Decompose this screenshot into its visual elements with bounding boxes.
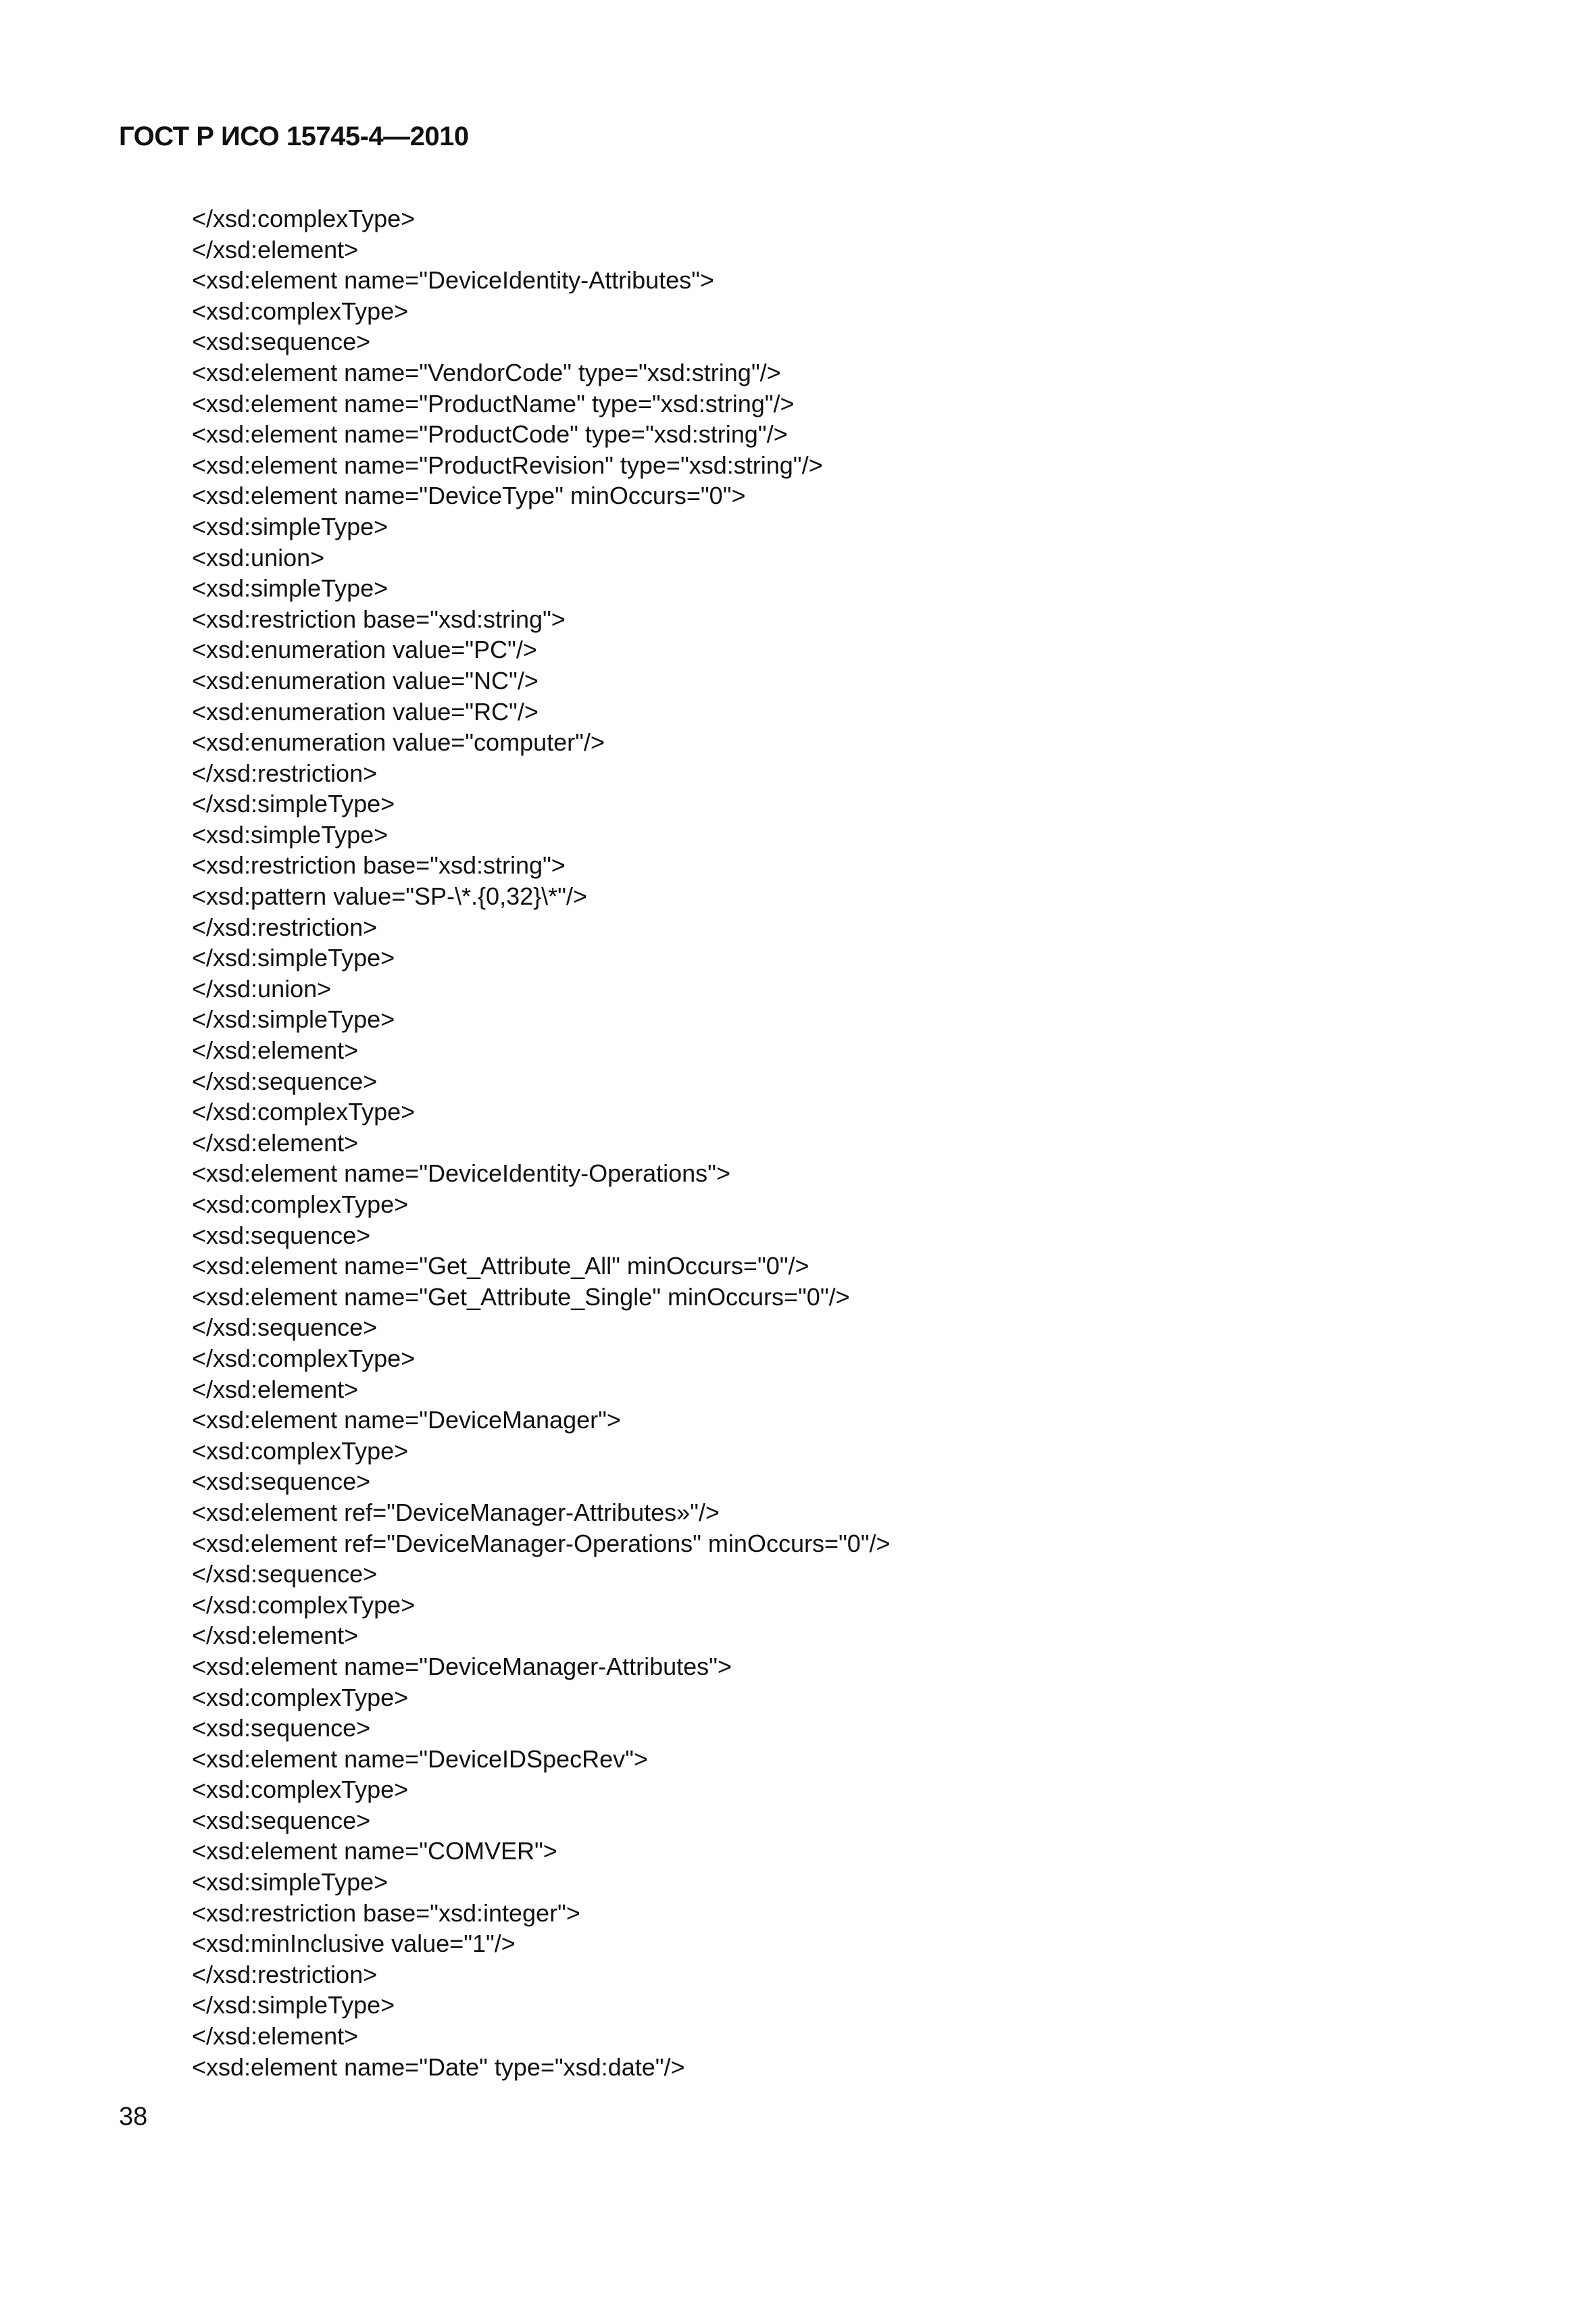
code-line: </xsd:sequence> xyxy=(192,1067,378,1095)
code-line: </xsd:complexType> xyxy=(192,1590,416,1619)
code-line: <xsd:sequence> xyxy=(192,328,371,356)
code-line: <xsd:enumeration value="computer"/> xyxy=(192,728,605,757)
code-line: <xsd:element name="DeviceManager"> xyxy=(192,1406,621,1434)
code-line: <xsd:element name="COMVER"> xyxy=(192,1837,557,1865)
code-line: </xsd:element> xyxy=(192,1621,359,1650)
code-line: </xsd:complexType> xyxy=(192,1098,416,1126)
code-line: <xsd:element name="DeviceIdentity-Operations"> xyxy=(192,1159,730,1188)
code-line: </xsd:element> xyxy=(192,2022,359,2051)
code-line: </xsd:element> xyxy=(192,1036,359,1065)
code-line: <xsd:element name="ProductName" type="xsd:string"/> xyxy=(192,389,795,418)
code-line: <xsd:simpleType> xyxy=(192,574,389,603)
page-header: ГОСТ Р ИСО 15745-4—2010 xyxy=(119,122,469,151)
code-line: </xsd:restriction> xyxy=(192,1960,378,1988)
code-line: <xsd:simpleType> xyxy=(192,512,389,540)
code-line: <xsd:element ref="DeviceManager-Attributes»"/> xyxy=(192,1498,720,1526)
code-line: <xsd:complexType> xyxy=(192,1683,409,1711)
code-line: <xsd:element name="ProductCode" type="xsd:string"/> xyxy=(192,420,788,449)
code-line: <xsd:enumeration value="PC"/> xyxy=(192,636,537,664)
code-line: <xsd:element name="Date" type="xsd:date"/> xyxy=(192,2053,685,2081)
code-line: <xsd:sequence> xyxy=(192,1714,371,1742)
code-line: </xsd:simpleType> xyxy=(192,790,395,818)
code-line: </xsd:simpleType> xyxy=(192,944,395,972)
code-line: </xsd:union> xyxy=(192,974,332,1003)
code-line: <xsd:restriction base="xsd:string"> xyxy=(192,605,566,633)
code-line: <xsd:union> xyxy=(192,543,325,572)
code-line: <xsd:element name="Get_Attribute_Single" minOccurs="0"/> xyxy=(192,1282,850,1311)
code-line: </xsd:element> xyxy=(192,1375,359,1403)
code-line: </xsd:sequence> xyxy=(192,1560,378,1588)
code-line: <xsd:element name="DeviceType" minOccurs="0"> xyxy=(192,482,746,510)
code-line: <xsd:simpleType> xyxy=(192,820,389,849)
code-line: <xsd:element name="DeviceIDSpecRev"> xyxy=(192,1744,648,1773)
code-line: <xsd:restriction base="xsd:string"> xyxy=(192,851,566,880)
code-line: </xsd:restriction> xyxy=(192,913,378,941)
code-line: </xsd:complexType> xyxy=(192,205,416,232)
code-line: <xsd:element name="DeviceManager-Attributes"> xyxy=(192,1652,732,1680)
code-line: </xsd:sequence> xyxy=(192,1313,378,1342)
code-line: <xsd:complexType> xyxy=(192,1776,409,1804)
code-line: <xsd:pattern value="SP-\*.{0,32}\*"/> xyxy=(192,882,587,911)
code-line: <xsd:sequence> xyxy=(192,1467,371,1496)
code-line: <xsd:element name="DeviceIdentity-Attributes"> xyxy=(192,266,714,295)
code-line: <xsd:complexType> xyxy=(192,297,409,325)
code-line: <xsd:complexType> xyxy=(192,1436,409,1465)
code-line: </xsd:complexType> xyxy=(192,1344,416,1372)
code-line: <xsd:sequence> xyxy=(192,1221,371,1249)
code-line: <xsd:minInclusive value="1"/> xyxy=(192,1930,516,1958)
code-line: </xsd:simpleType> xyxy=(192,1991,395,2019)
code-line: </xsd:restriction> xyxy=(192,759,378,787)
code-line: <xsd:element ref="DeviceManager-Operations" minOccurs="0"/> xyxy=(192,1529,891,1557)
code-line: <xsd:enumeration value="NC"/> xyxy=(192,666,539,695)
code-line: </xsd:element> xyxy=(192,1128,359,1157)
code-line: </xsd:simpleType> xyxy=(192,1005,395,1034)
code-line: <xsd:restriction base="xsd:integer"> xyxy=(192,1898,580,1927)
code-line: </xsd:element> xyxy=(192,235,359,263)
code-line: <xsd:element name="Get_Attribute_All" minOccurs="0"/> xyxy=(192,1252,809,1280)
code-line: <xsd:simpleType> xyxy=(192,1868,389,1896)
page-number: 38 xyxy=(119,2103,148,2131)
code-line: <xsd:sequence> xyxy=(192,1806,371,1834)
code-line: <xsd:element name="VendorCode" type="xsd:string"/> xyxy=(192,358,781,386)
xsd-code-listing xyxy=(192,203,1543,2082)
code-line: <xsd:enumeration value="RC"/> xyxy=(192,697,539,726)
code-line: <xsd:element name="ProductRevision" type="xsd:string"/> xyxy=(192,451,823,479)
code-line: <xsd:complexType> xyxy=(192,1190,409,1218)
